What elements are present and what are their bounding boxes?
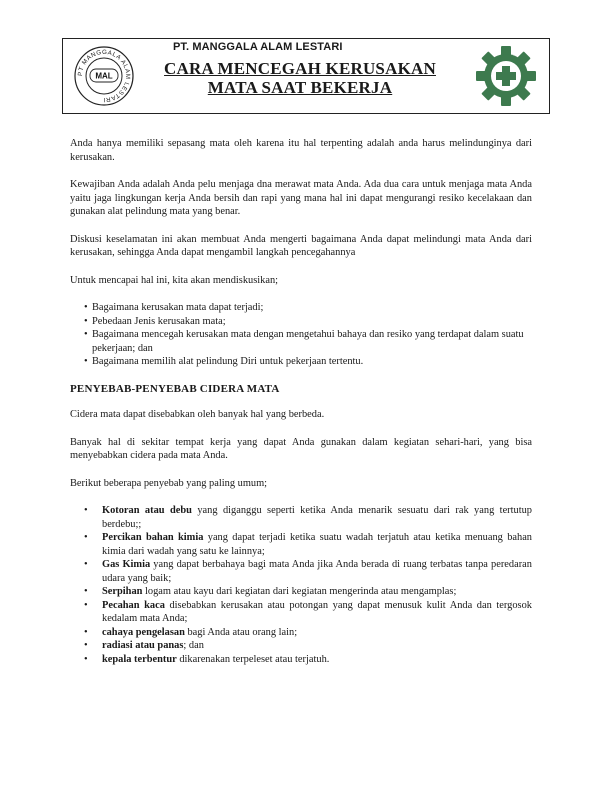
- company-seal-icon: [73, 45, 135, 107]
- document-body: [70, 137, 532, 680]
- bullet-icon: •: [84, 329, 88, 340]
- title-line-2: MATA SAAT BEKERJA: [207, 78, 393, 97]
- cause-description: yang diganggu seperti ketika Anda menarik sesuatu dari rak yang tertutup berdebu;;: [102, 505, 532, 530]
- company-name: PT. MANGGALA ALAM LESTARI: [173, 41, 343, 53]
- cause-term: Gas Kimia: [102, 559, 151, 570]
- bullet-icon: •: [84, 505, 88, 516]
- bullet-icon: •: [84, 559, 88, 570]
- cause-description: yang dapat terjadi ketika suatu wadah terjatuh atau ketika menuang bahan kimia dari wadah yang satu ke lainnya;: [102, 532, 532, 557]
- cause-description: ; dan: [183, 640, 204, 651]
- section-heading: PENYEBAB-PENYEBAB CIDERA MATA: [70, 382, 280, 395]
- bullet-icon: •: [84, 626, 88, 638]
- bullet-icon: •: [84, 356, 88, 367]
- list-item: [70, 315, 532, 329]
- discussion-item-text: Bagaimana mencegah kerusakan mata dengan mengetahui bahaya dan resiko yang terdapat dalam suatu pekerjaan; dan: [92, 329, 524, 354]
- cause-term: Serpihan: [102, 586, 143, 597]
- list-item: [70, 585, 532, 599]
- intro-paragraph-4: Untuk mencapai hal ini, kita akan mendiskusikan;: [70, 274, 279, 286]
- cause-term: Kotoran atau debu: [102, 505, 192, 516]
- list-item: [70, 653, 532, 667]
- seal-abbrev: MAL: [95, 71, 113, 81]
- section-paragraph-3: Berikut beberapa penyebab yang paling umum;: [70, 477, 268, 489]
- discussion-list: [70, 301, 532, 369]
- bullet-icon: •: [84, 302, 88, 313]
- list-item: [70, 626, 532, 640]
- safety-gear-cross-icon: [475, 45, 537, 107]
- bullet-icon: •: [84, 653, 88, 665]
- list-item: [70, 355, 532, 369]
- cause-description: logam atau kayu dari kegiatan dari kegiatan mengerinda atau mengamplas;: [142, 586, 457, 597]
- discussion-item-text: Pebedaan Jenis kerusakan mata;: [92, 315, 226, 327]
- causes-list: [70, 504, 532, 666]
- intro-paragraph-3: Diskusi keselamatan ini akan membuat Anda mengerti bagaimana Anda dapat melindungi mata Anda dari kerusakan, sehingga Anda dapat mengambil langkah pencegahannya: [70, 233, 532, 258]
- bullet-icon: •: [84, 532, 88, 543]
- title-line-1: CARA MENCEGAH KERUSAKAN: [164, 59, 436, 78]
- cause-term: cahaya pengelasan: [102, 626, 185, 638]
- bullet-icon: •: [84, 599, 88, 611]
- bullet-icon: •: [84, 586, 88, 597]
- discussion-item-text: Bagaimana kerusakan mata dapat terjadi;: [92, 302, 264, 313]
- list-item: [70, 531, 532, 558]
- cause-description: dikarenakan terpeleset atau terjatuh.: [176, 653, 330, 665]
- discussion-item-text: Bagaimana memilih alat pelindung Diri untuk pekerjaan tertentu.: [92, 356, 364, 367]
- list-item: [70, 599, 532, 626]
- seal-ring-text: PT MANGGALA ALAM LESTARI: [76, 48, 132, 104]
- cause-description: bagi Anda atau orang lain;: [184, 626, 298, 638]
- document-title: [155, 59, 445, 97]
- list-item: [70, 301, 532, 315]
- cause-term: radiasi atau panas: [102, 640, 184, 651]
- intro-paragraph-2: Kewajiban Anda adalah Anda pelu menjaga dna merawat mata Anda. Ada dua cara untuk menjaga mata Anda yaitu jaga lingkungan kerja Anda bersih dan rapi yang mana hal ini dapat mengurangi resiko kecelakaan dan gunakan alat pelindung mata yang benar.: [70, 179, 532, 217]
- list-item: [70, 504, 532, 531]
- document-header: [62, 38, 550, 114]
- section-paragraph-1: Cidera mata dapat disebabkan oleh banyak hal yang berbeda.: [70, 409, 325, 420]
- bullet-icon: •: [84, 315, 88, 327]
- cause-description: yang dapat berbahaya bagi mata Anda jika Anda berada di ruang terbatas tanpa peredaran udara yang baik;: [102, 559, 532, 584]
- intro-paragraph-1: Anda hanya memiliki sepasang mata oleh karena itu hal terpenting adalah anda harus melindunginya dari kerusakan.: [70, 138, 532, 163]
- cause-term: Pecahan kaca: [102, 599, 165, 611]
- section-paragraph-2: Banyak hal di sekitar tempat kerja yang dapat Anda gunakan dalam kegiatan sehari-hari, yang bisa menyebabkan cidera pada mata Anda.: [70, 436, 532, 461]
- list-item: [70, 558, 532, 585]
- cause-term: kepala terbentur: [102, 653, 177, 665]
- bullet-icon: •: [84, 640, 88, 651]
- list-item: [70, 328, 532, 355]
- cause-term: Percikan bahan kimia: [102, 532, 204, 543]
- list-item: [70, 639, 532, 653]
- cause-description: disebabkan kerusakan atau potongan yang dapat menusuk kulit Anda dan tergosok kedalam mata Anda;: [102, 599, 532, 624]
